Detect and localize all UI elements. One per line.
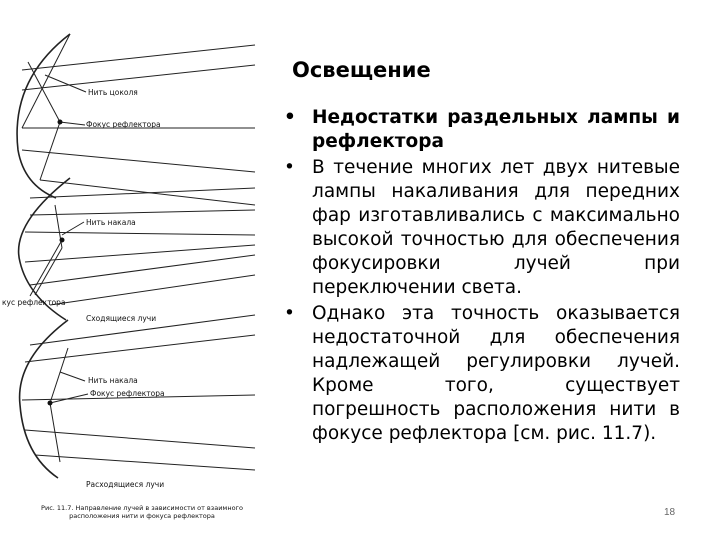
focus-point-2 <box>60 238 65 243</box>
focus-point-1 <box>58 120 63 125</box>
bullet-dot-icon: • <box>284 107 296 128</box>
focus-point-3 <box>48 401 53 406</box>
bullet-dot-icon: • <box>284 157 295 178</box>
page-number: 18 <box>664 507 676 518</box>
slide-title: Освещение <box>292 58 431 82</box>
fig3-rays-label: Расходящиеся лучи <box>86 480 165 489</box>
reflector-diagrams <box>0 0 262 540</box>
bullet-text: Недостатки раздельных лампы и рефлектора <box>312 107 680 152</box>
reflector-curve-1 <box>17 34 70 198</box>
figure-caption: Рис. 11.7. Направление лучей в зависимости от взаимного расположения нити и фокуса рефлектора <box>41 504 243 520</box>
reflector-figure <box>0 0 262 540</box>
bullet-item <box>280 302 680 446</box>
bullet-dot-icon: • <box>284 303 295 324</box>
bullet-text: Однако эта точность оказывается недостаточной для обеспечения надлежащей регулировки лучей. Кроме того, существует погрешность расположения нити в фокусе рефлектора [см. рис. 11.7). <box>312 303 680 444</box>
bullet-text: В течение многих лет двух нитевые лампы накаливания для передних фар изготавливались с максимально высокой точностью для обеспечения фокусировки лучей при переключении света. <box>312 157 680 298</box>
fig2-focus-label: кус рефлектора <box>2 298 66 307</box>
bullet-item <box>280 156 680 300</box>
fig1-focus-label: Фокус рефлектора <box>86 120 161 129</box>
fig3-focus-label: Фокус рефлектора <box>90 389 165 398</box>
fig1-filament-label: Нить цоколя <box>88 88 138 97</box>
fig3-filament-label: Нить накала <box>88 376 138 385</box>
bullet-item <box>280 106 680 154</box>
fig2-rays-label: Сходящиеся лучи <box>86 314 157 323</box>
fig2-filament-label: Нить накала <box>86 218 136 227</box>
bullet-list <box>280 106 680 448</box>
